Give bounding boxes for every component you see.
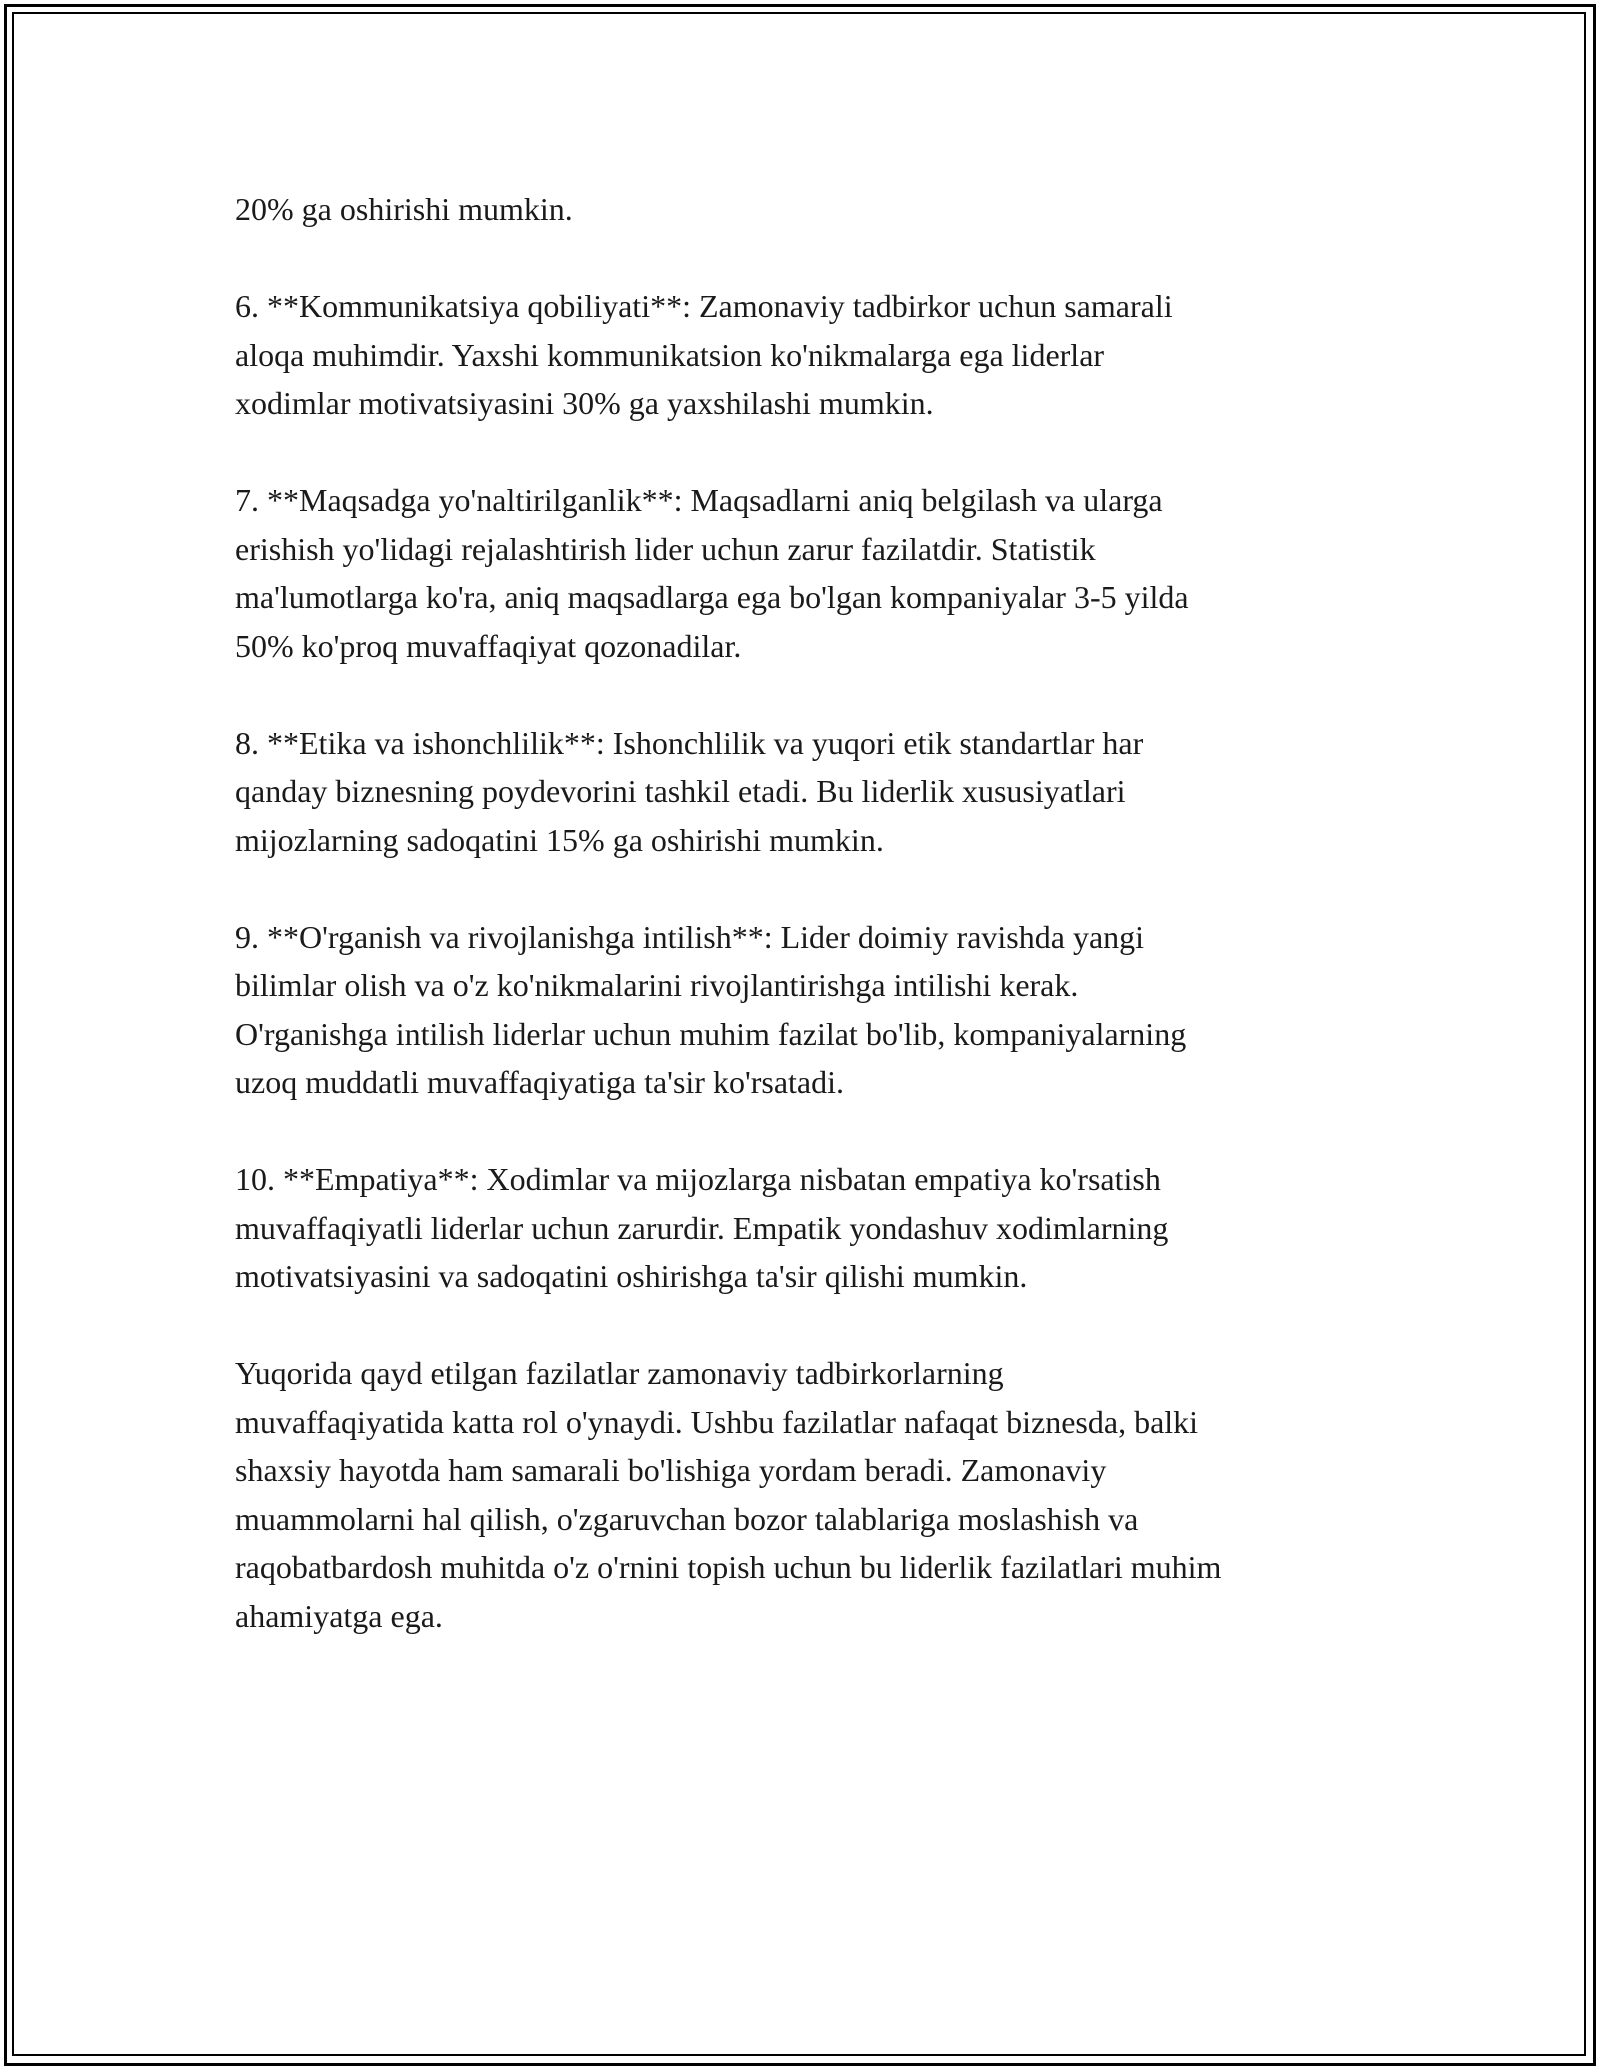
document-body [235,185,1375,1640]
paragraph-item-10: 10. **Empatiya**: Xodimlar va mijozlarga nisbatan empatiya ko'rsatish muvaffaqiyatli liderlar uchun zarurdir. Empatik yondashuv xodimlarning motivatsiyasini va sadoqatini oshirishga ta'sir qilishi mumkin. [235,1161,1169,1294]
paragraph-continuation: 20% ga oshirishi mumkin. [235,191,573,227]
paragraph-item-7: 7. **Maqsadga yo'naltirilganlik**: Maqsadlarni aniq belgilash va ularga erishish yo'lidagi rejalashtirish lider uchun zarur fazilatdir. Statistik ma'lumotlarga ko'ra, aniq maqsadlarga ega bo'lgan kompaniyalar 3-5 yilda 50% ko'proq muvaffaqiyat qozonadilar. [235,482,1189,664]
paragraph-item-9: 9. **O'rganish va rivojlanishga intilish**: Lider doimiy ravishda yangi bilimlar olish va o'z ko'nikmalarini rivojlantirishga intilishi kerak. O'rganishga intilish liderlar uchun muhim fazilat bo'lib, kompaniyalarning uzoq muddatli muvaffaqiyatiga ta'sir ko'rsatadi. [235,918,1187,1100]
paragraph-item-6: 6. **Kommunikatsiya qobiliyati**: Zamonaviy tadbirkor uchun samarali aloqa muhimdir. Yaxshi kommunikatsion ko'nikmalarga ega liderlar xodimlar motivatsiyasini 30% ga yaxshilashi mumkin. [235,288,1173,421]
paragraph-item-8: 8. **Etika va ishonchlilik**: Ishonchlilik va yuqori etik standartlar har qanday biznesning poydevorini tashkil etadi. Bu liderlik xususiyatlari mijozlarning sadoqatini 15% ga oshirishi mumkin. [235,724,1144,858]
paragraph-conclusion: Yuqorida qayd etilgan fazilatlar zamonaviy tadbirkorlarning muvaffaqiyatida katta rol o'ynaydi. Ushbu fazilatlar nafaqat biznesda, balki shaxsiy hayotda ham samarali bo'lishiga yordam beradi. Zamonaviy muammolarni hal qilish, o'zgaruvchan bozor talablariga moslashish va raqobatbardosh muhitda o'z o'rnini topish uchun bu liderlik fazilatlari muhim ahamiyatga ega. [235,1355,1222,1634]
